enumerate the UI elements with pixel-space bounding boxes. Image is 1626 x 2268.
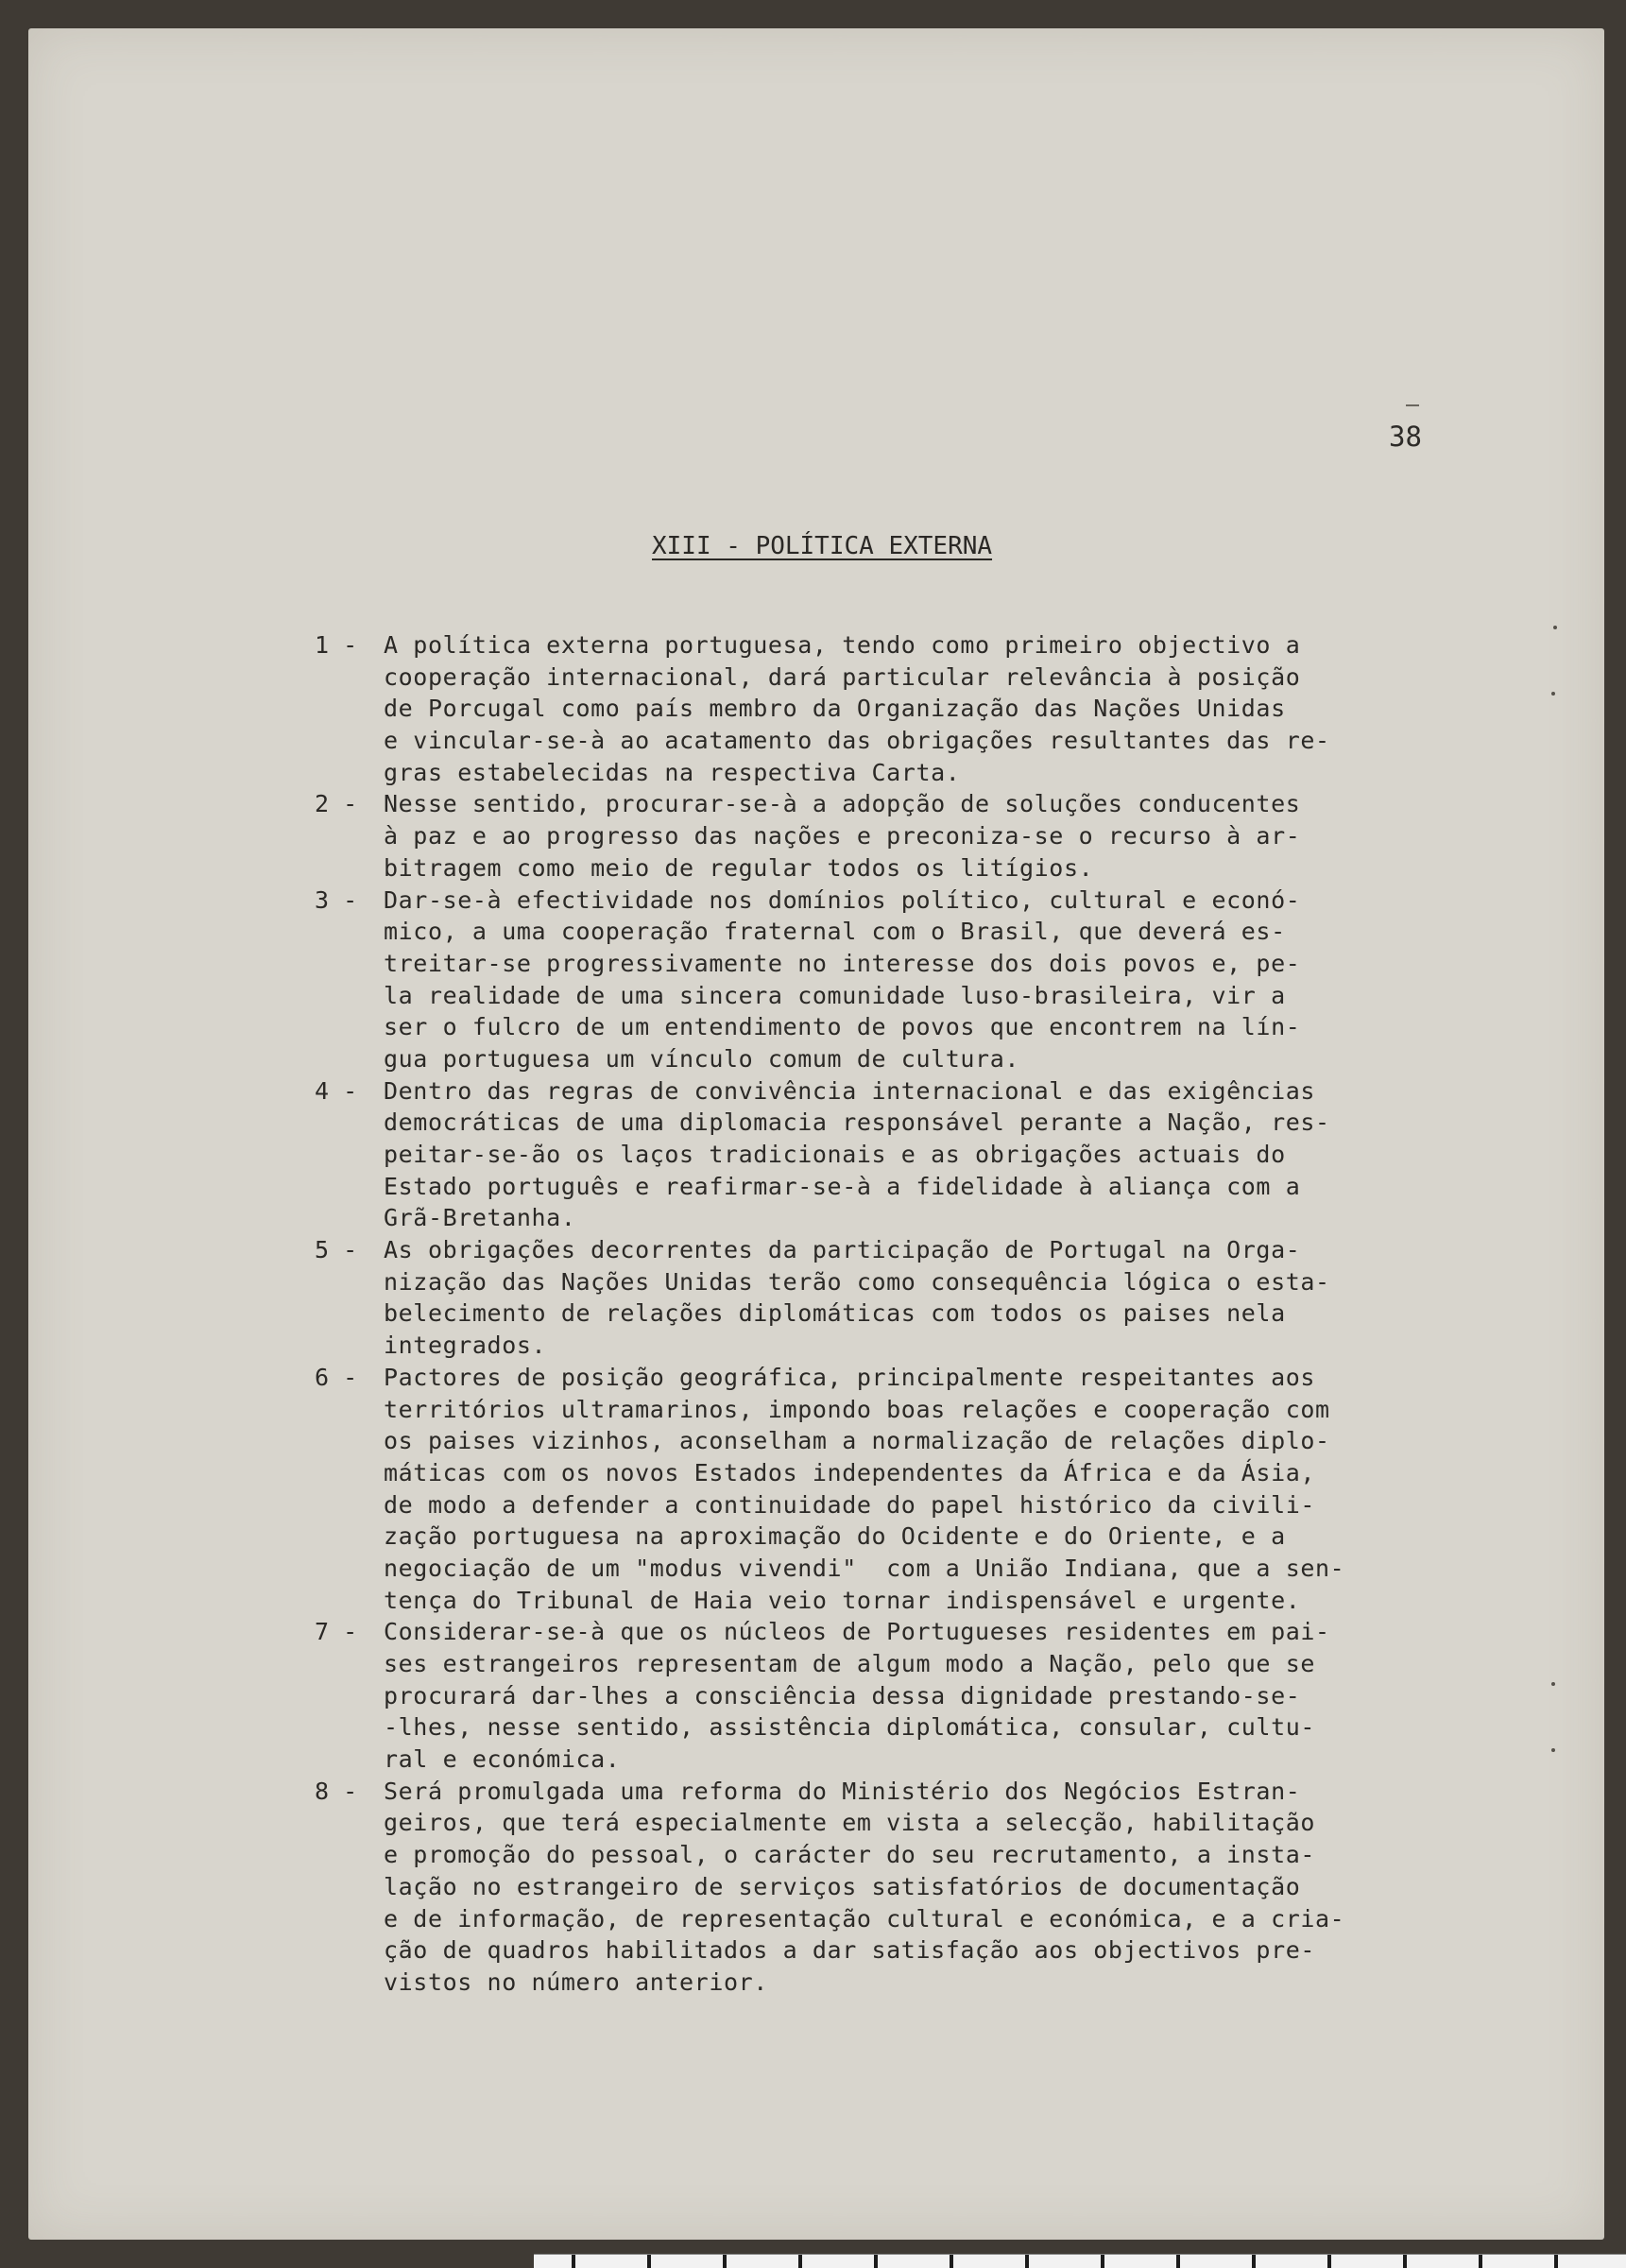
text-line: Dentro das regras de convivência internacional e das exigências [384,1076,1316,1105]
paper-sheet [28,28,1604,2240]
text-line: Grã-Bretanha. [384,1204,576,1232]
page-number-mark [1406,404,1419,406]
text-line: gras estabelecidas na respectiva Carta. [384,758,961,786]
item-number: 7 - [315,1618,358,1646]
text-line: Considerar-se-à que os núcleos de Portugueses residentes em pai- [384,1618,1330,1646]
item-number: 4 - [315,1076,358,1105]
text-line: à paz e ao progresso das nações e preconiza-se o recurso à ar- [384,822,1301,850]
paper-speck [1551,1748,1555,1752]
item-number: 5 - [315,1236,358,1264]
item-text [384,1776,1604,1999]
paper-speck [1551,692,1555,696]
text-line: e promoção do pessoal, o carácter do seu recrutamento, a insta- [384,1841,1316,1869]
text-line: A política externa portuguesa, tendo como primeiro objectivo a [384,631,1301,659]
text-line: la realidade de uma sincera comunidade luso-brasileira, vir a [384,981,1286,1009]
item-list [28,629,1604,1999]
text-line: democráticas de uma diplomacia responsável perante a Nação, res- [384,1108,1330,1137]
item-text [384,885,1604,1075]
section-title: XIII - POLÍTICA EXTERNA [652,532,993,560]
text-line: e de informação, de representação cultural e económica, e a cria- [384,1904,1345,1933]
text-line: e vincular-se-à ao acatamento das obrigações resultantes das re- [384,727,1330,755]
text-line: de modo a defender a continuidade do papel histórico da civili- [384,1490,1316,1519]
list-item [28,885,1604,1075]
text-line: Pactores de posição geográfica, principalmente respeitantes aos [384,1363,1316,1391]
text-line: tença do Tribunal de Haia veio tornar indispensável e urgente. [384,1586,1301,1614]
item-number: 2 - [315,790,358,818]
text-line: Nesse sentido, procurar-se-à a adopção de soluções conducentes [384,790,1301,818]
item-text [384,1075,1604,1234]
text-line: lação no estrangeiro de serviços satisfatórios de documentação [384,1872,1301,1900]
page-number: 38 [1389,421,1422,453]
text-line: os paises vizinhos, aconselham a normalização de relações diplo- [384,1427,1330,1455]
text-line: ses estrangeiros representam de algum modo a Nação, pelo que se [384,1650,1316,1677]
text-line: cooperação internacional, dará particular relevância à posição [384,662,1301,691]
text-line: bitragem como meio de regular todos os litígios. [384,853,1094,882]
paper-speck [1553,626,1557,629]
item-text [384,1616,1604,1775]
text-line: procurará dar-lhes a consciência dessa dignidade prestando-se- [384,1681,1301,1710]
item-text [384,629,1604,788]
list-item [28,1234,1604,1362]
list-item [28,1616,1604,1775]
item-number: 8 - [315,1777,358,1805]
list-item [28,1075,1604,1234]
item-text [384,1362,1604,1617]
text-line: -lhes, nesse sentido, assistência diplomática, consular, cultu- [384,1713,1316,1742]
text-line: ção de quadros habilitados a dar satisfação aos objectivos pre- [384,1936,1316,1965]
item-number: 3 - [315,885,358,914]
scan-calibration-strip [534,2254,1626,2268]
item-text [384,788,1604,884]
text-line: belecimento de relações diplomáticas com todos os paises nela [384,1299,1286,1328]
list-item [28,1362,1604,1617]
text-line: de Porcugal como país membro da Organização das Nações Unidas [384,695,1286,723]
text-line: treitar-se progressivamente no interesse dos dois povos e, pe- [384,949,1301,977]
text-line: Será promulgada uma reforma do Ministério dos Negócios Estran- [384,1777,1301,1805]
text-line: zação portuguesa na aproximação do Ocidente e do Oriente, e a [384,1522,1286,1551]
text-line: As obrigações decorrentes da participação de Portugal na Orga- [384,1236,1301,1264]
text-line: Estado português e reafirmar-se-à a fidelidade à aliança com a [384,1172,1301,1200]
text-line: mico, a uma cooperação fraternal com o Brasil, que deverá es- [384,918,1286,946]
text-line: vistos no número anterior. [384,1967,768,1996]
text-line: máticas com os novos Estados independentes da África e da Ásia, [384,1458,1316,1486]
text-line: negociação de um "modus vivendi" com a União Indiana, que a sen- [384,1554,1345,1582]
list-item [28,788,1604,884]
paper-speck [1551,1682,1555,1686]
text-line: integrados. [384,1332,547,1360]
text-line: ral e económica. [384,1745,621,1774]
text-line: gua portuguesa um vínculo comum de cultura. [384,1044,1020,1073]
item-text [384,1234,1604,1362]
list-item [28,629,1604,788]
item-number: 1 - [315,631,358,659]
list-item [28,1776,1604,1999]
text-line: territórios ultramarinos, impondo boas relações e cooperação com [384,1395,1330,1423]
text-line: geiros, que terá especialmente em vista a selecção, habilitação [384,1809,1316,1837]
text-line: peitar-se-ão os laços tradicionais e as obrigações actuais do [384,1141,1286,1168]
text-line: nização das Nações Unidas terão como consequência lógica o esta- [384,1267,1330,1296]
text-line: Dar-se-à efectividade nos domínios político, cultural e econó- [384,885,1301,914]
item-number: 6 - [315,1363,358,1391]
text-line: ser o fulcro de um entendimento de povos que encontrem na lín- [384,1013,1301,1041]
